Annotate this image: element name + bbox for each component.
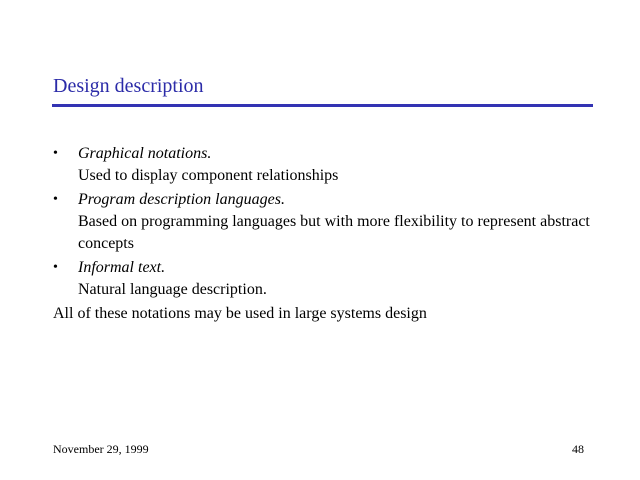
bullet-item-graphical-notations [53, 143, 613, 187]
bullet-item-program-description-languages [53, 189, 613, 255]
bullet-heading: Graphical notations. [78, 145, 212, 162]
footer-date: November 29, 1999 [53, 442, 149, 456]
bullet-heading: Informal text. [78, 259, 166, 276]
bullet-marker: • [53, 260, 58, 275]
bullet-description: Natural language description. [78, 281, 267, 298]
slide-title: Design description [53, 75, 204, 97]
bullet-heading: Program description languages. [78, 191, 285, 208]
bullet-marker: • [53, 192, 58, 207]
bullet-marker: • [53, 146, 58, 161]
closing-statement: All of these notations may be used in large systems design [53, 305, 427, 322]
page-number: 48 [572, 442, 584, 456]
title-divider [52, 104, 593, 107]
bullet-description: Used to display component relationships [78, 167, 339, 184]
bullet-item-informal-text [53, 257, 613, 301]
bullet-description: Based on programming languages but with more flexibility to represent abstract concepts [78, 213, 590, 252]
slide-body [53, 143, 613, 325]
